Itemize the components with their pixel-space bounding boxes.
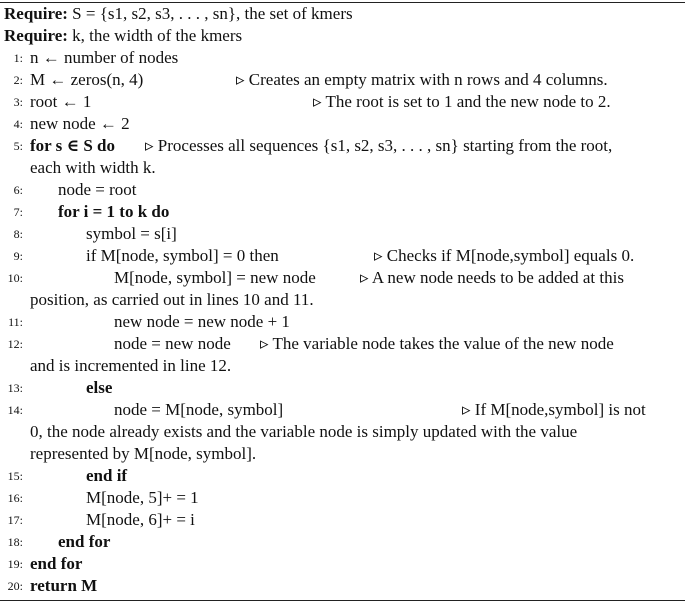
- bottom-rule: [0, 600, 685, 601]
- line-number: 7:: [13, 205, 23, 219]
- line-number: 17:: [7, 513, 23, 527]
- line-number: 10:: [7, 271, 23, 285]
- algorithm-line: [0, 47, 685, 69]
- line-code: M ← zeros(n, 4): [30, 70, 144, 89]
- algorithm-line: [0, 91, 685, 113]
- line-code: for i = 1 to k do: [58, 202, 170, 221]
- line-comment-cont: each with width k.: [30, 158, 156, 177]
- line-code: M[node, 6]+ = i: [86, 510, 195, 529]
- line-number: 9:: [13, 249, 23, 263]
- line-number: 3:: [13, 95, 23, 109]
- line-code: return M: [30, 576, 98, 595]
- algorithm-line: [0, 311, 685, 333]
- require-line-1: [0, 3, 685, 25]
- line-code: root ← 1: [30, 92, 92, 111]
- line-code: node = M[node, symbol]: [114, 400, 284, 419]
- line-number: 11:: [8, 315, 23, 329]
- line-code: M[node, symbol] = new node: [114, 268, 316, 287]
- algorithm-line: [0, 575, 685, 597]
- comment-continuation: [0, 157, 685, 179]
- comment-continuation: [0, 355, 685, 377]
- algorithm-line: [0, 531, 685, 553]
- line-number: 12:: [7, 337, 23, 351]
- line-number: 18:: [7, 535, 23, 549]
- algorithm-line: [0, 179, 685, 201]
- algorithm-line: [0, 487, 685, 509]
- algorithm-line: [0, 135, 685, 157]
- algorithm-line: [0, 223, 685, 245]
- require-text: k, the width of the kmers: [72, 26, 243, 45]
- line-number: 2:: [13, 73, 23, 87]
- algorithm-line: [0, 267, 685, 289]
- algorithm-line: [0, 113, 685, 135]
- comment-continuation: [0, 289, 685, 311]
- line-comment: ▹ Checks if M[node,symbol] equals 0.: [374, 246, 635, 265]
- line-number: 15:: [7, 469, 23, 483]
- line-comment: ▹ Creates an empty matrix with n rows and 4 columns.: [236, 70, 608, 89]
- require-text: S = {s1, s2, s3, . . . , sn}, the set of kmers: [72, 4, 353, 23]
- line-code: new node ← 2: [30, 114, 130, 133]
- line-code: new node = new node + 1: [114, 312, 290, 331]
- line-code: for s ∈ S do: [30, 136, 116, 155]
- line-number: 1:: [13, 51, 23, 65]
- require-keyword: Require:: [4, 26, 68, 45]
- line-comment: ▹ If M[node,symbol] is not: [462, 400, 646, 419]
- algorithm-line: [0, 333, 685, 355]
- algorithm-line: [0, 465, 685, 487]
- line-code: end if: [86, 466, 128, 485]
- algorithm-line: [0, 201, 685, 223]
- line-comment: ▹ The root is set to 1 and the new node to 2.: [313, 92, 611, 111]
- algorithm-line: [0, 377, 685, 399]
- comment-continuation: [0, 421, 685, 443]
- line-code: else: [86, 378, 113, 397]
- line-number: 8:: [13, 227, 23, 241]
- line-code: node = new node: [114, 334, 231, 353]
- line-code: M[node, 5]+ = 1: [86, 488, 199, 507]
- require-keyword: Require:: [4, 4, 68, 23]
- require-line-2: [0, 25, 685, 47]
- algorithm-line: [0, 69, 685, 91]
- line-comment-cont: and is incremented in line 12.: [30, 356, 232, 375]
- algorithm-line: [0, 553, 685, 575]
- line-code: symbol = s[i]: [86, 224, 177, 243]
- line-number: 4:: [13, 117, 23, 131]
- line-comment: ▹ The variable node takes the value of the new node: [260, 334, 614, 353]
- comment-continuation: [0, 443, 685, 465]
- algorithm-line: [0, 399, 685, 421]
- line-number: 16:: [7, 491, 23, 505]
- line-comment-cont: represented by M[node, symbol].: [30, 444, 257, 463]
- line-code: if M[node, symbol] = 0 then: [86, 246, 279, 265]
- line-number: 13:: [7, 381, 23, 395]
- line-number: 5:: [13, 139, 23, 153]
- line-comment-cont: position, as carried out in lines 10 and 11.: [30, 290, 314, 309]
- line-number: 19:: [7, 557, 23, 571]
- algorithm-line: [0, 509, 685, 531]
- line-comment: ▹ A new node needs to be added at this: [360, 268, 624, 287]
- line-number: 20:: [7, 579, 23, 593]
- line-comment-cont: 0, the node already exists and the variable node is simply updated with the value: [30, 422, 578, 441]
- line-code: node = root: [58, 180, 137, 199]
- line-code: end for: [30, 554, 83, 573]
- line-code: n ← number of nodes: [30, 48, 179, 67]
- algorithm-line: [0, 245, 685, 267]
- line-number: 14:: [7, 403, 23, 417]
- line-comment: ▹ Processes all sequences {s1, s2, s3, . . . , sn} starting from the root,: [145, 136, 613, 155]
- line-code: end for: [58, 532, 111, 551]
- line-number: 6:: [13, 183, 23, 197]
